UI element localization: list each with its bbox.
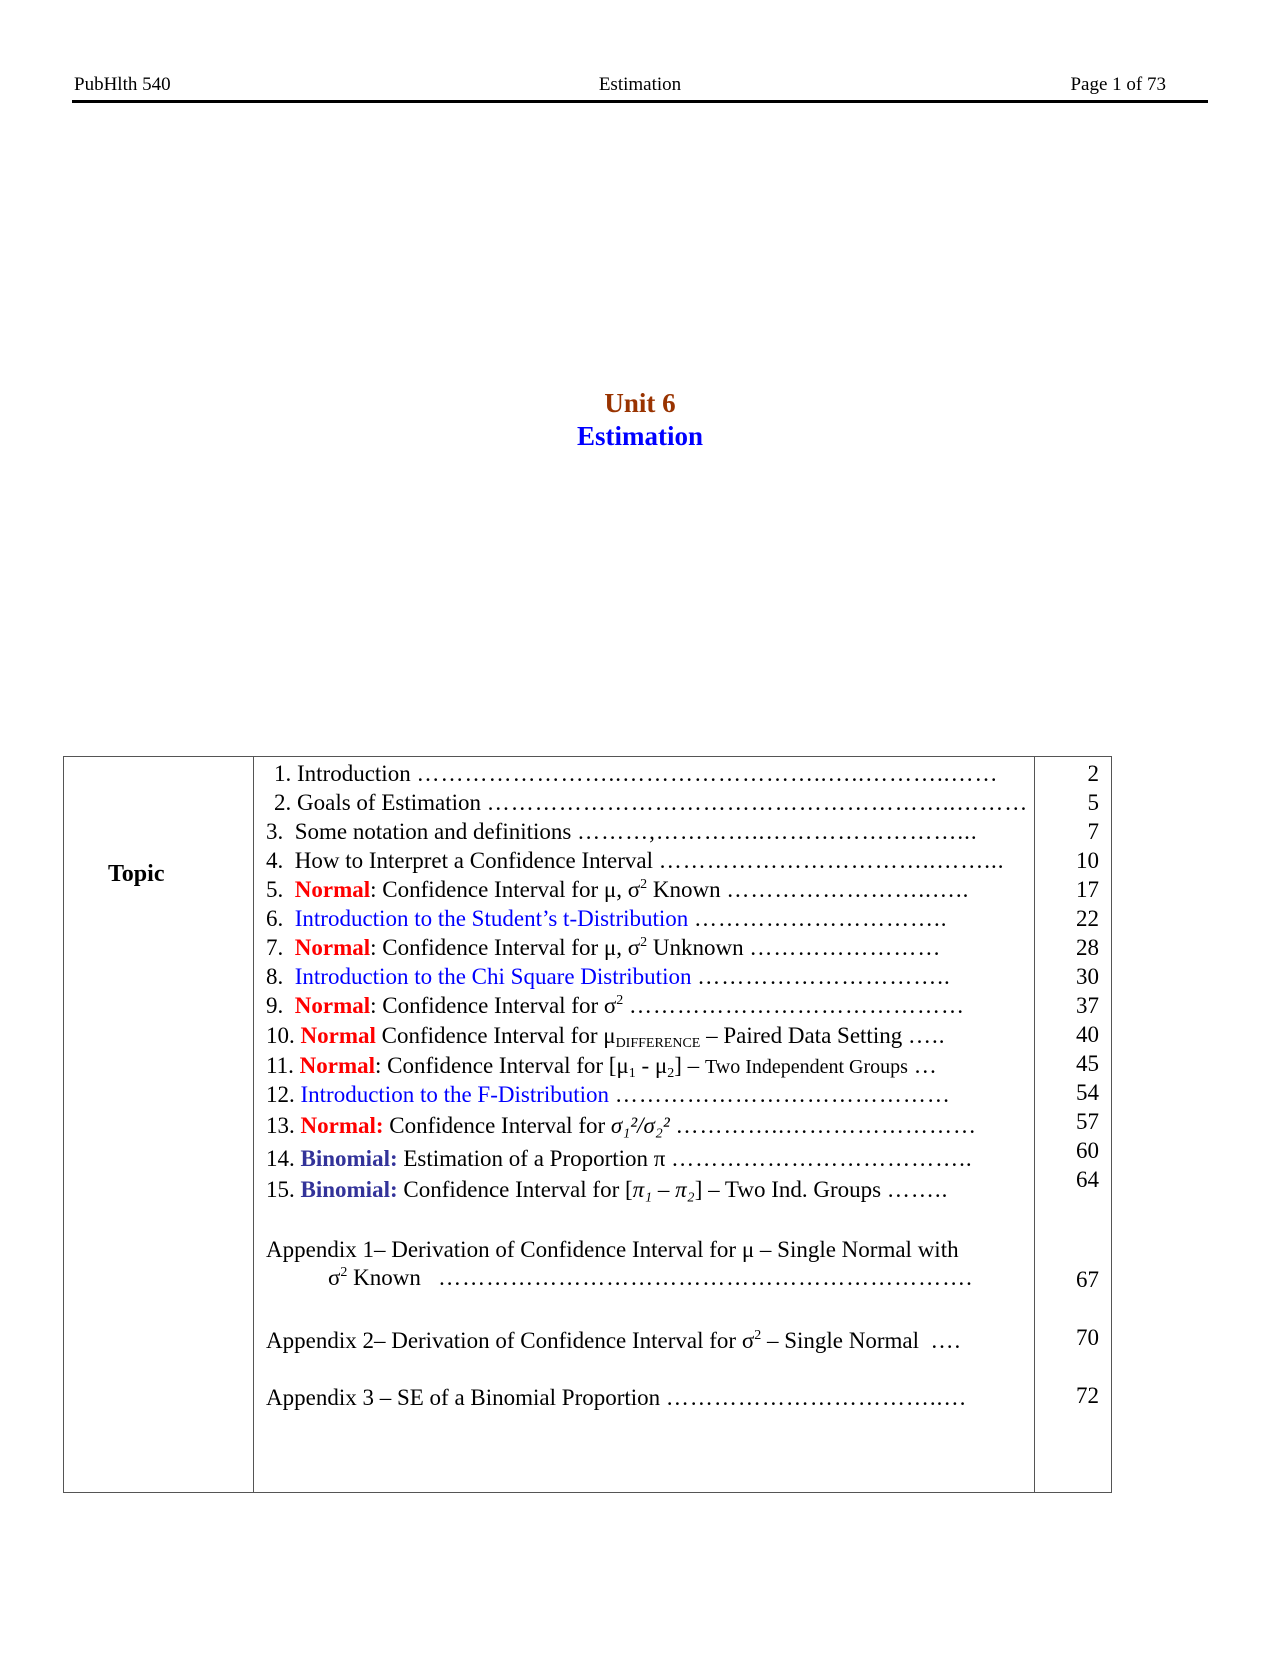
page-number: 5 [1087,790,1099,815]
page-number: 17 [1076,877,1099,902]
toc-item-7: 7. Normal: Confidence Interval for μ, $\sigma^2$ Unknown …………………… [266,935,942,960]
page-number: 67 [1076,1267,1099,1292]
toc-item-13: 13. Normal: Confidence Interval for σ₁²/σ₂² …………..…………………… [266,1113,977,1138]
page-number: 10 [1076,848,1099,873]
header-title: Estimation [598,74,682,95]
page-number: 30 [1076,964,1099,989]
page-counter: Page 1 of 73 [1070,74,1166,95]
page-number: 28 [1076,935,1099,960]
topic-label: Topic [108,861,165,887]
page-header [72,74,1208,103]
appendix-2: Appendix 2– Derivation of Confidence Interval for $\sigma^2$ – Single Normal …. [266,1328,962,1353]
unit-name: Estimation [576,421,703,451]
page-number: 40 [1076,1022,1099,1047]
unit-title: Unit 6 [604,388,676,418]
toc-item-6: 6. Introduction to the Student’s t-Distribution ………………………….. [266,906,948,931]
page-number: 22 [1076,906,1099,931]
appendix-1-line-2: $\sigma^2$ Known …………………………………………………………. [328,1265,973,1290]
page-number-column [1035,757,1112,1493]
toc-item-2: 2. Goals of Estimation …………………………………………………..……… [274,790,1029,815]
page-number: 64 [1076,1167,1099,1192]
toc-item-8: 8. Introduction to the Chi Square Distribution ………………………….. [266,964,951,989]
appendix-3: Appendix 3 – SE of a Binomial Proportion ……………………………..… [266,1385,968,1410]
page-number: 2 [1087,761,1099,786]
toc-item-1: 1. Introduction ……………………..……………………..…..………..…… [274,761,999,786]
topics-column [254,757,1035,1493]
course-code: PubHlth 540 [74,74,171,95]
toc-item-10: 10. Normal Confidence Interval for μDIFFERENCE – Paired Data Setting ….. [266,1023,946,1051]
page-number: 72 [1076,1383,1099,1408]
page-number: 57 [1076,1109,1099,1134]
toc-item-9: 9. Normal: Confidence Interval for $\sigma^2$ …………………………………… [266,993,966,1018]
page-number: 70 [1076,1325,1099,1350]
appendix-1-line-1: Appendix 1– Derivation of Confidence Interval for μ – Single Normal with [266,1237,959,1262]
page-number: 60 [1076,1138,1099,1163]
page-number: 54 [1076,1080,1099,1105]
toc-item-4: 4. How to Interpret a Confidence Interval ……………………………..……... [266,848,1005,873]
page-number: 7 [1087,819,1099,844]
toc-item-11: 11. Normal: Confidence Interval for [μ1 - μ2] – Two Independent Groups … [266,1053,938,1081]
toc-item-12: 12. Introduction to the F-Distribution …………………………………… [266,1082,951,1107]
toc-item-14: 14. Binomial: Estimation of a Proportion π ……………………………….. [266,1146,973,1171]
page-number: 37 [1076,993,1099,1018]
toc-item-5: 5. Normal: Confidence Interval for μ, $\sigma^2$ Known ……………………..….. [266,877,970,902]
toc-item-3: 3. Some notation and definitions ………,…………..……………………... [266,819,978,844]
topic-column [64,757,254,1493]
table-of-contents [63,756,1112,1493]
page-number: 45 [1076,1051,1099,1076]
toc-item-15: 15. Binomial: Confidence Interval for [π₁ – π₂] – Two Ind. Groups …….. [266,1177,949,1202]
